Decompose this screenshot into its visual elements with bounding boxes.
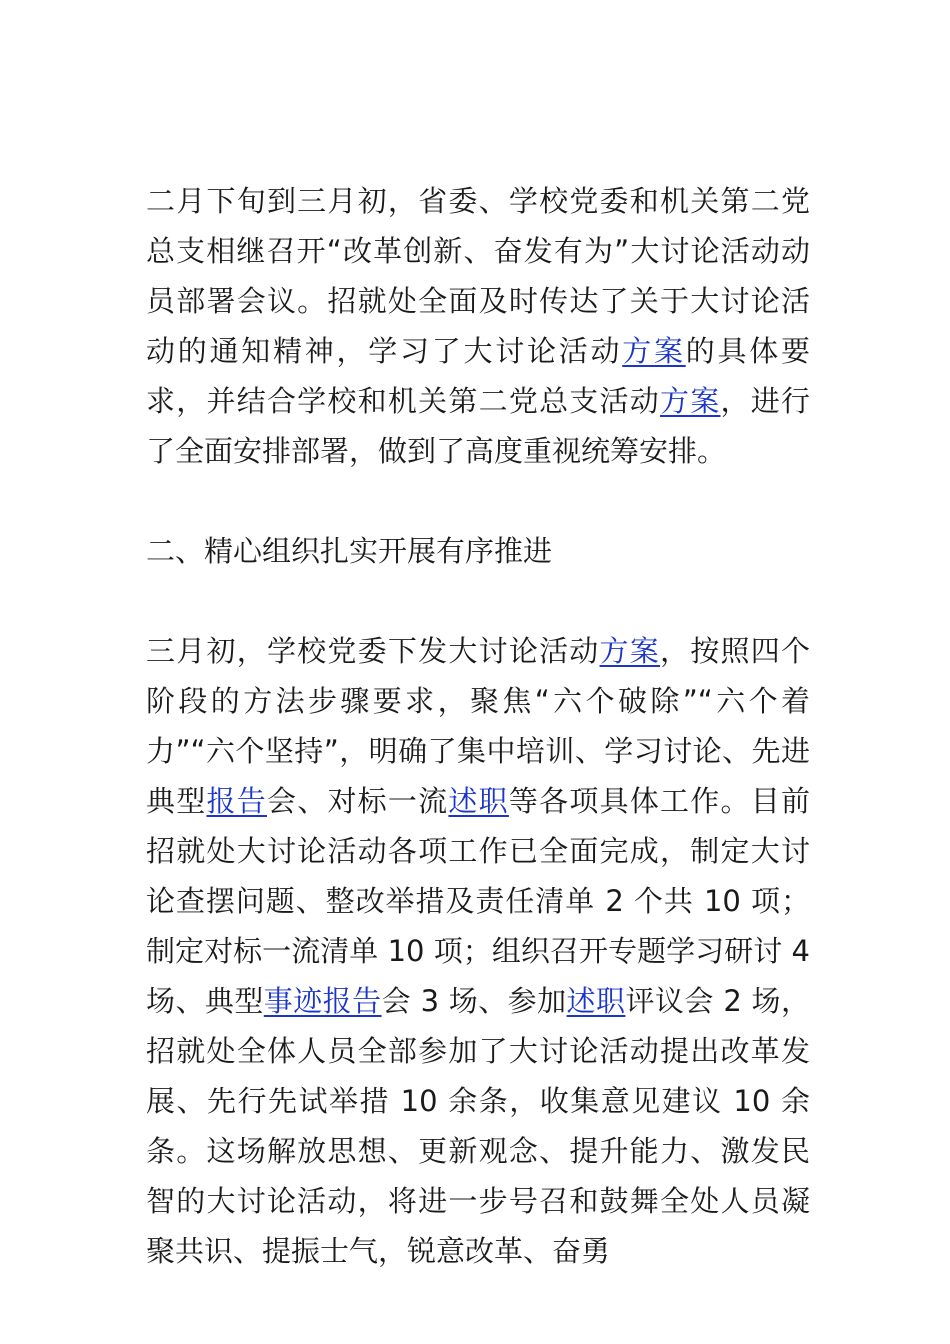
paragraph-1-text-1: 二月下旬到三月初，省委、学校党委和机关第二党总支相继召开“改革创新、奋发有为”大讨论活动动员部署会议。招就处全面及时传达了关于大讨论活动的通知精神，学习了大讨论活动 <box>146 184 810 368</box>
link-baogao[interactable]: 报告 <box>206 784 267 818</box>
paragraph-2-text-5: 会 3 场、参加 <box>381 984 567 1018</box>
link-fangan-1[interactable]: 方案 <box>622 334 686 368</box>
section-heading-2: 二、精心组织扎实开展有序推进 <box>146 534 553 568</box>
paragraph-2-text-2: ，按照四个阶段的方法步骤要求，聚焦“六个破除”“六个着力”“六个坚持”，明确了集中培训、学习讨论、先进典型 <box>146 634 810 818</box>
paragraph-1 <box>146 176 810 476</box>
link-shuzhi-1[interactable]: 述职 <box>448 784 509 818</box>
document-body <box>146 176 810 1276</box>
link-fangan-2[interactable]: 方案 <box>660 384 721 418</box>
paragraph-2-text-1: 三月初，学校党委下发大讨论活动 <box>146 634 600 668</box>
paragraph-1-text-2: 的具体要求，并结合学校和机关第二党总支活动 <box>146 334 810 418</box>
paragraph-1-text-3: ，进行了全面安排部署，做到了高度重视统筹安排。 <box>146 384 810 468</box>
paragraph-2-text-6: 评议会 2 场，招就处全体人员全部参加了大讨论活动提出改革发展、先行先试举措 10 余条，收集意见建议 10 余条。这场解放思想、更新观念、提升能力、激发民智的大讨论活动，将进一步号召和鼓舞全处人员凝聚共识、提振士气，锐意改革、奋勇 <box>146 984 810 1268</box>
paragraph-2-text-3: 会、对标一流 <box>266 784 449 818</box>
paragraph-2-text-4: 等各项具体工作。目前招就处大讨论活动各项工作已全面完成，制定大讨论查摆问题、整改举措及责任清单 2 个共 10 项；制定对标一流清单 10 项；组织召开专题学习研讨 4 场、典型 <box>146 784 810 1018</box>
link-shuzhi-2[interactable]: 述职 <box>566 984 626 1018</box>
link-fangan-3[interactable]: 方案 <box>599 634 661 668</box>
link-shiji-baogao[interactable]: 事迹报告 <box>263 984 382 1018</box>
paragraph-2 <box>146 626 810 1276</box>
